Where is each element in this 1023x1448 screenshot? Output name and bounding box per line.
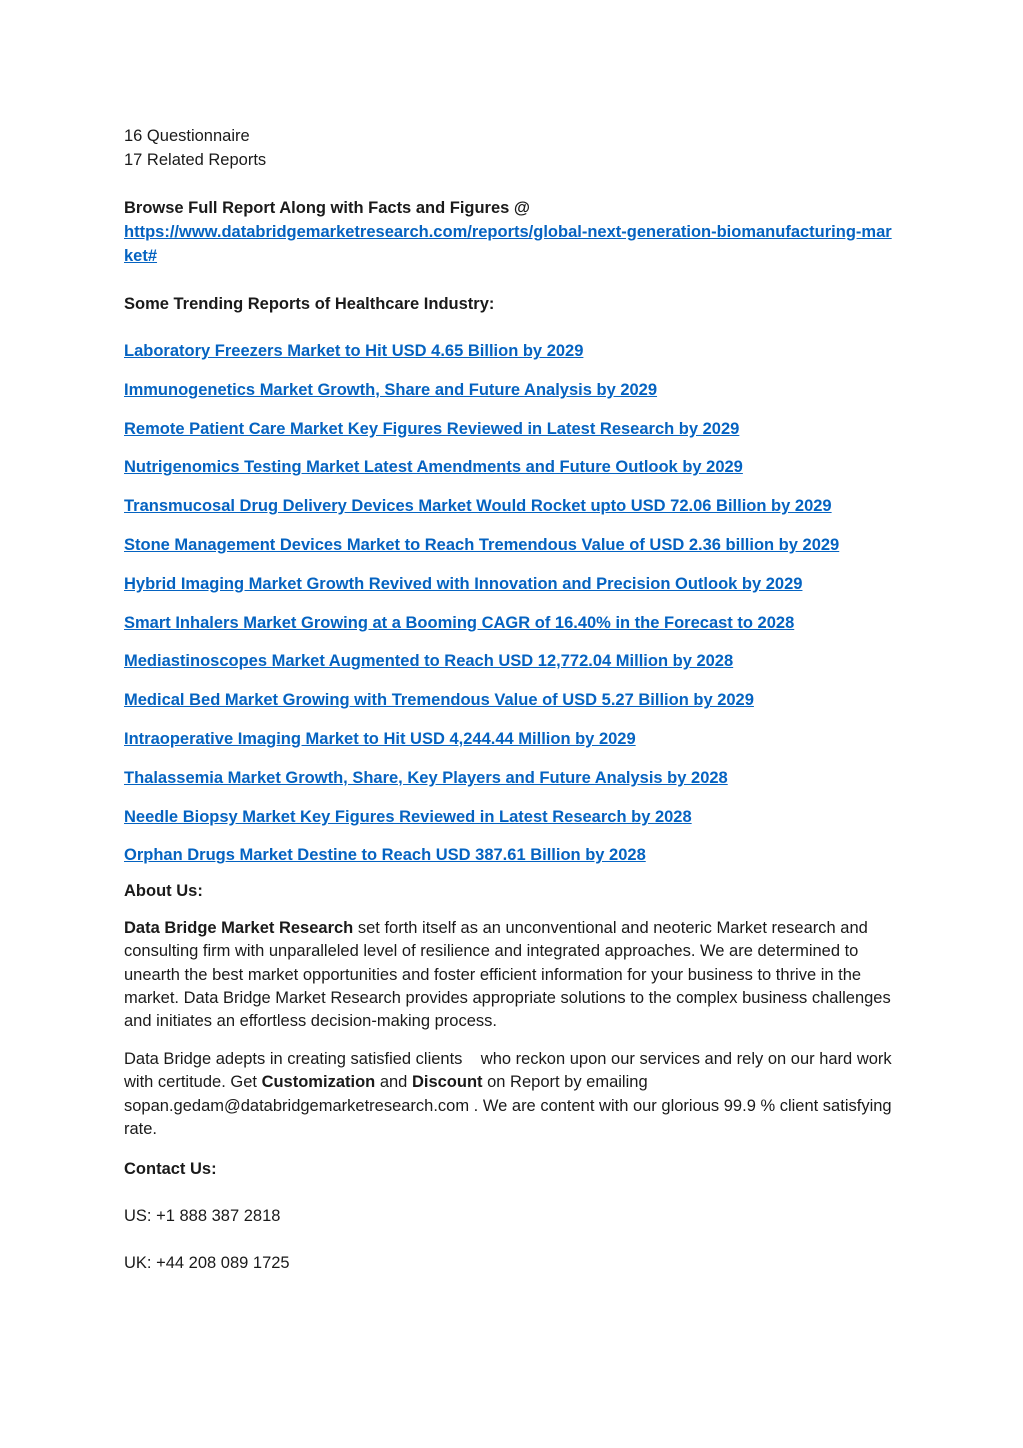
list-item <box>124 494 904 518</box>
list-item <box>124 339 904 363</box>
report-link[interactable]: Stone Management Devices Market to Reach Tremendous Value of USD 2.36 billion by 2029 <box>124 535 840 554</box>
list-item <box>124 378 904 402</box>
list-item <box>124 417 904 441</box>
report-link[interactable]: Nutrigenomics Testing Market Latest Amendments and Future Outlook by 2029 <box>124 458 743 477</box>
report-link[interactable]: Immunogenetics Market Growth, Share and Future Analysis by 2029 <box>124 380 658 399</box>
list-item <box>124 688 904 712</box>
report-link[interactable]: Mediastinoscopes Market Augmented to Reach USD 12,772.04 Million by 2028 <box>124 652 734 671</box>
about-paragraph-2 <box>124 1048 904 1141</box>
document-page <box>124 124 904 1275</box>
report-link[interactable]: Medical Bed Market Growing with Tremendous Value of USD 5.27 Billion by 2029 <box>124 691 754 710</box>
report-link[interactable]: Needle Biopsy Market Key Figures Reviewed in Latest Research by 2028 <box>124 807 692 826</box>
customization-label: Customization <box>261 1073 376 1092</box>
contact-us-heading: Contact Us: <box>124 1159 217 1178</box>
report-link[interactable]: Hybrid Imaging Market Growth Revived with Innovation and Precision Outlook by 2029 <box>124 574 803 593</box>
toc-item-related-reports: 17 Related Reports <box>124 151 267 169</box>
report-link[interactable]: Thalassemia Market Growth, Share, Key Players and Future Analysis by 2028 <box>124 768 728 787</box>
list-item <box>124 727 904 751</box>
trending-reports-heading: Some Trending Reports of Healthcare Industry: <box>124 295 495 313</box>
company-name: Data Bridge Market Research <box>124 919 354 938</box>
list-item <box>124 533 904 557</box>
list-item <box>124 611 904 635</box>
list-item <box>124 805 904 829</box>
list-item <box>124 649 904 673</box>
report-link[interactable]: Transmucosal Drug Delivery Devices Market Would Rocket upto USD 72.06 Billion by 2029 <box>124 497 832 516</box>
browse-full-report-label: Browse Full Report Along with Facts and Figures @ <box>124 199 531 217</box>
report-link[interactable]: Smart Inhalers Market Growing at a Booming CAGR of 16.40% in the Forecast to 2028 <box>124 613 795 632</box>
trending-reports-list <box>124 339 904 867</box>
list-item <box>124 843 904 867</box>
report-link[interactable]: Remote Patient Care Market Key Figures Reviewed in Latest Research by 2029 <box>124 419 740 438</box>
us-phone: US: +1 888 387 2818 <box>124 1206 281 1225</box>
report-link[interactable]: Orphan Drugs Market Destine to Reach USD 387.61 Billion by 2028 <box>124 846 646 865</box>
about-paragraph-1-text: set forth itself as an unconventional and neoteric Market research and consulting firm with unparalleled level of resilience and integrated approaches. We are determined to unearth the best market opportunities and foster efficient information for your business to thrive in the market. Data Bridge Market Research provides appropriate solutions to the complex business challenges and initiates an effortless decision-making process. <box>124 919 891 1030</box>
about-paragraph-1 <box>124 917 904 1033</box>
about-paragraph-2-start: Data Bridge adepts in creating satisfied clients who reckon upon our services and rely on our hard work with certitude. Get <box>124 1050 897 1092</box>
toc-item-questionnaire: 16 Questionnaire <box>124 127 250 145</box>
list-item <box>124 766 904 790</box>
about-us-heading: About Us: <box>124 882 203 901</box>
report-link[interactable]: Intraoperative Imaging Market to Hit USD 4,244.44 Million by 2029 <box>124 729 636 748</box>
uk-phone: UK: +44 208 089 1725 <box>124 1253 290 1272</box>
discount-label: Discount <box>411 1073 483 1092</box>
list-item <box>124 572 904 596</box>
list-item <box>124 455 904 479</box>
report-url-link[interactable]: https://www.databridgemarketresearch.com/reports/global-next-generation-biomanufacturing-market# <box>124 223 892 265</box>
about-paragraph-2-end: on Report by emailing sopan.gedam@databridgemarketresearch.com . We are content with our glorious 99.9 % client satisfying rate. <box>124 1073 897 1138</box>
and-text: and <box>375 1073 412 1092</box>
report-link[interactable]: Laboratory Freezers Market to Hit USD 4.65 Billion by 2029 <box>124 342 584 360</box>
